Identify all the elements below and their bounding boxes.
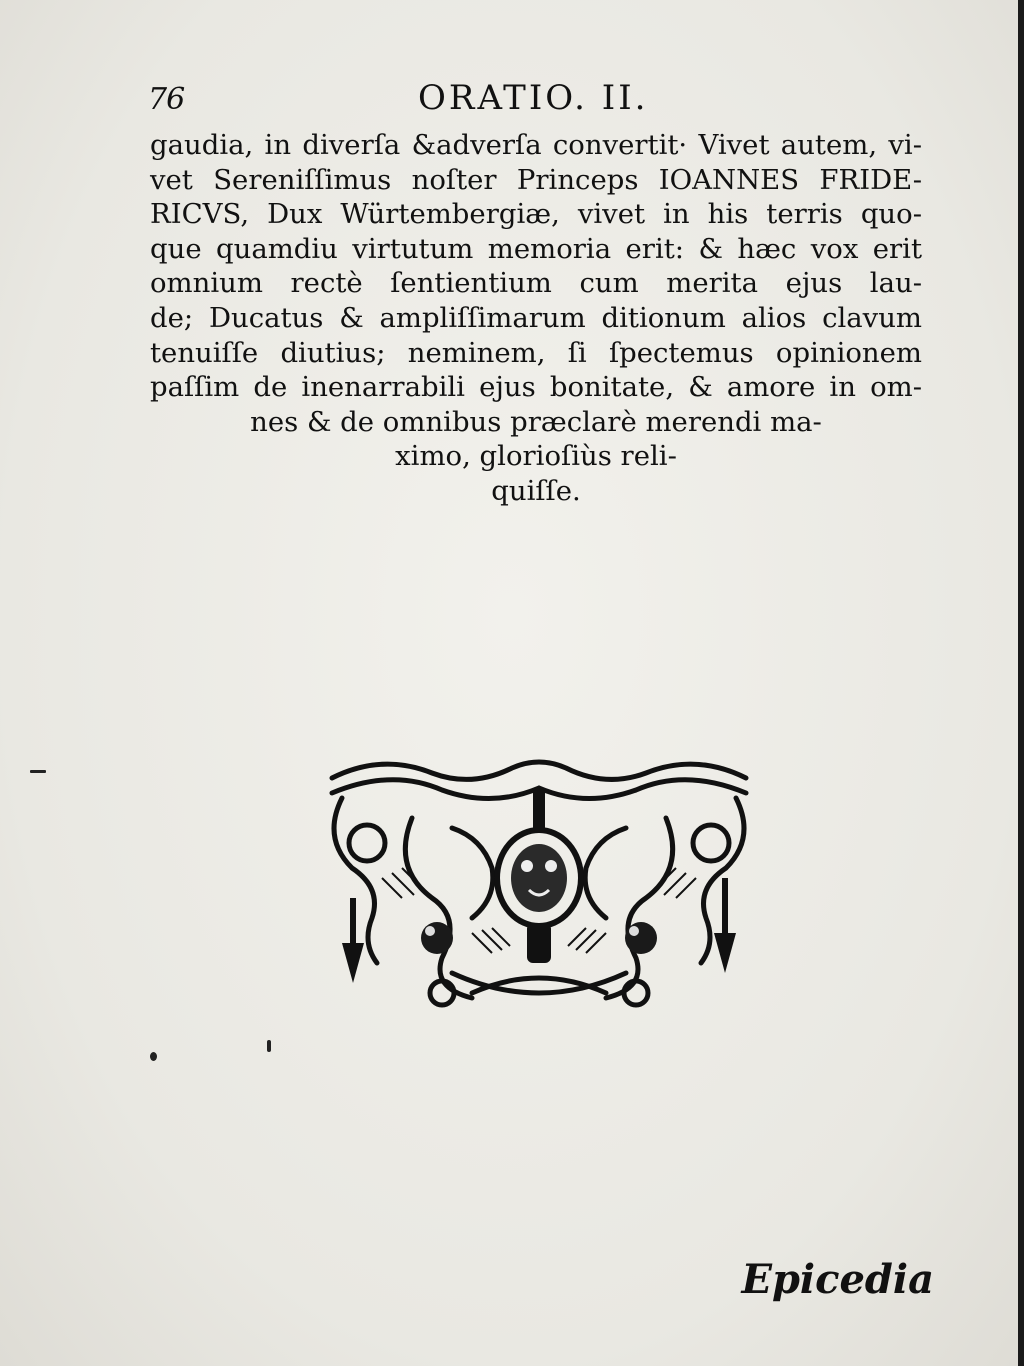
running-head: ORATIO. II. (418, 78, 649, 118)
text-line: quiſſe. (491, 474, 581, 507)
ink-speck (30, 770, 46, 773)
woodcut-ornament-icon (322, 748, 756, 1010)
page-edge (1018, 0, 1024, 1366)
text-line: omnium rectè ſentientium cum merita ejus lau- (150, 267, 922, 300)
body-text (150, 128, 922, 509)
text-line: nes & de omnibus præclarè merendi ma- (250, 405, 822, 438)
text-line: ximo, glorioſiùs reli- (395, 440, 677, 473)
text-line: tenuiſſe diutius; neminem, ſi ſpectemus opinionem (150, 336, 922, 369)
page-header (148, 78, 928, 118)
text-line: vet Sereniſſimus noſter Princeps IOANNES FRIDE- (150, 163, 922, 196)
ink-speck (150, 1052, 157, 1061)
text-line: que quamdiu virtutum memoria erit: & hæc vox erit (150, 232, 922, 265)
page-number: 76 (148, 82, 185, 117)
text-line: de; Ducatus & ampliſſimarum ditionum alios clavum (150, 301, 922, 334)
text-line: RICVS, Dux Würtembergiæ, vivet in his terris quo- (150, 198, 922, 231)
ink-speck (267, 1040, 271, 1052)
text-line: paſſim de inenarrabili ejus bonitate, & amore in om- (150, 371, 922, 404)
catchword: Epicedia (741, 1256, 934, 1303)
text-line: gaudia, in diverſa &adverſa convertit· Vivet autem, vi- (150, 129, 922, 161)
